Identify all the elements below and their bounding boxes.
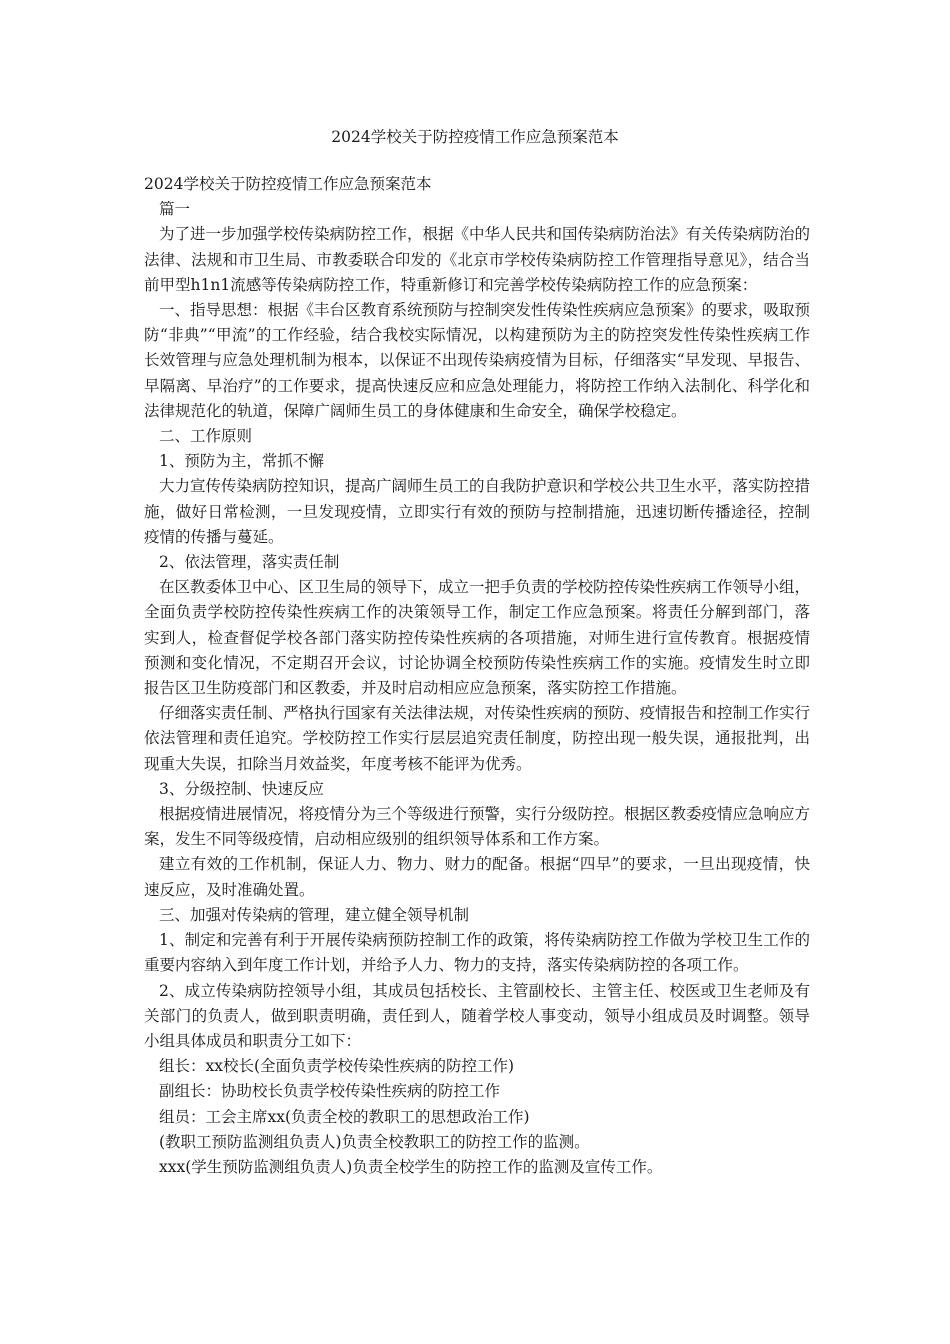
paragraph: 根据疫情进展情况，将疫情分为三个等级进行预警，实行分级防控。根据区教委疫情应急响应方案，发生不同等级疫情，启动相应级别的组织领导体系和工作方案。 (144, 805, 811, 849)
paragraph: 1、预防为主，常抓不懈 (159, 452, 324, 471)
paragraph: (教职工预防监测组负责人)负责全校教职工的防控工作的监测。 (159, 1132, 590, 1151)
paragraph: 组员：工会主席xx(负责全校的教职工的思想政治工作) (159, 1107, 530, 1126)
paragraph: 2、成立传染病防控领导小组，其成员包括校长、主管副校长、主管主任、校医或卫生老师及有关部门的负责人，做到职责明确，责任到人，随着学校人事变动，领导小组成员及时调整。领导小组具体成员和职责分工如下： (144, 981, 810, 1050)
paragraph: 组长：xx校长(全面负责学校传染性疾病的防控工作) (159, 1057, 515, 1076)
paragraph: 在区教委体卫中心、区卫生局的领导下，成立一把手负责的学校防控传染性疾病工作领导小组，全面负责学校防控传染性疾病工作的决策领导工作，制定工作应急预案。将责任分解到部门，落实到人，检查督促学校各部门落实防控传染性疾病的各项措施，对师生进行宣传教育。根据疫情预测和变化情况，不定期召开会议，讨论协调全校预防传染性疾病工作的实施。疫情发生时立即报告区卫生防疫部门和区教委，并及时启动相应应急预案，落实防控工作措施。 (144, 578, 811, 698)
paragraph: 1、制定和完善有利于开展传染病预防控制工作的政策，将传染病防控工作做为学校卫生工作的重要内容纳入到年度工作计划，并给予人力、物力的支持，落实传染病防控的各项工作。 (144, 931, 810, 975)
paragraph: xxx(学生预防监测组负责人)负责全校学生的防控工作的监测及宣传工作。 (159, 1157, 663, 1176)
paragraph: 副组长：协助校长负责学校传染性疾病的防控工作 (159, 1082, 501, 1101)
paragraph: 3、分级控制、快速反应 (159, 779, 324, 798)
paragraph: 二、工作原则 (159, 427, 253, 446)
paragraph: 建立有效的工作机制，保证人力、物力、财力的配备。根据“四早”的要求，一旦出现疫情，快速反应，及时准确处置。 (144, 855, 810, 899)
paragraph: 2024学校关于防控疫情工作应急预案范本 (144, 175, 432, 193)
paragraph: 篇一 (159, 200, 191, 219)
document-title: 2024学校关于防控疫情工作应急预案范本 (331, 128, 619, 146)
paragraph: 为了进一步加强学校传染病防控工作，根据《中华人民共和国传染病防治法》有关传染病防治的法律、法规和市卫生局、市教委联合印发的《北京市学校传染病防控工作管理指导意见》，结合当前甲型h1n1流感等传染病防控工作，特重新修订和完善学校传染病防控工作的应急预案： (144, 225, 811, 294)
paragraph: 一、指导思想：根据《丰台区教育系统预防与控制突发性传染性疾病应急预案》的要求，吸取预防“非典”“甲流”的工作经验，结合我校实际情况，以构建预防为主的防控突发性传染性疾病工作长效管理与应急处理机制为根本，以保证不出现传染病疫情为目标，仔细落实“早发现、早报告、早隔离、早治疗”的工作要求，提高快速反应和应急处理能力，将防控工作纳入法制化、科学化和法律规范化的轨道，保障广阔师生员工的身体健康和生命安全，确保学校稳定。 (144, 301, 811, 420)
paragraph: 2、依法管理，落实责任制 (159, 553, 340, 572)
paragraph: 大力宣传传染病防控知识，提高广阔师生员工的自我防护意识和学校公共卫生水平，落实防控措施，做好日常检测，一旦发现疫情，立即实行有效的预防与控制措施，迅速切断传播途径，控制疫情的传播与蔓延。 (144, 477, 811, 546)
paragraph: 仔细落实责任制、严格执行国家有关法律法规，对传染性疾病的预防、疫情报告和控制工作实行依法管理和责任追究。学校防控工作实行层层追究责任制度，防控出现一般失误，通报批判，出现重大失误，扣除当月效益奖，年度考核不能评为优秀。 (144, 704, 811, 773)
paragraph: 三、加强对传染病的管理，建立健全领导机制 (159, 905, 470, 924)
document-body (144, 172, 810, 1180)
